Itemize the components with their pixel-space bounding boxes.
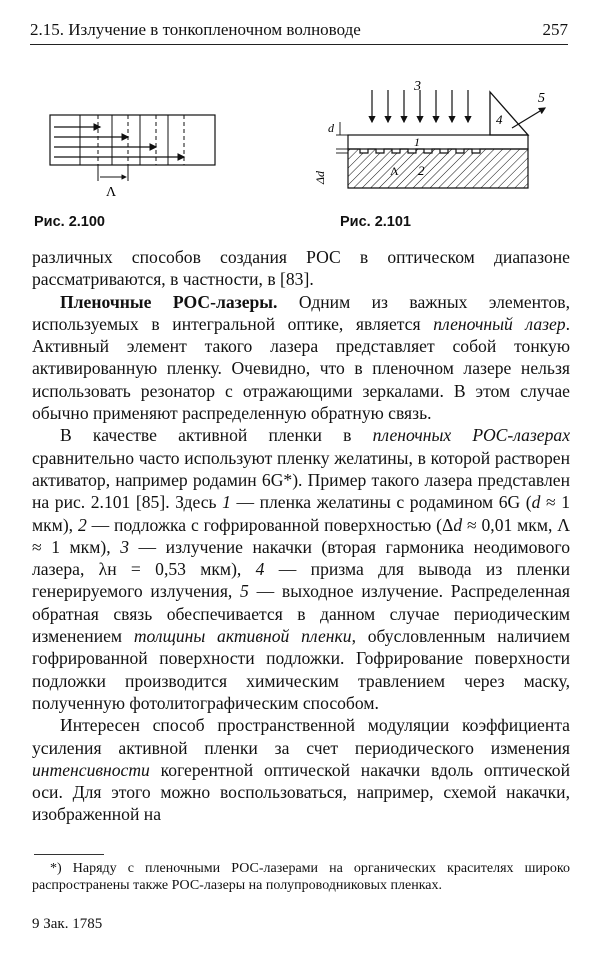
fig101-label-4: 4 [496,112,503,127]
running-header [30,18,568,45]
figure-2-101 [300,80,570,210]
heading-film-dfb-lasers: Пленочные РОС-лазеры. [60,291,278,312]
footnote: *) Наряду с пленочными РОС-лазерами на органических красителях широко распространены также РОС-лазеры на полупроводниковых пленках. [32,861,570,893]
fig101-label-d: d [328,121,334,135]
fig101-label-delta-d: Δd [313,170,327,184]
paragraph-3: В качестве активной пленки в пленочных РОС-лазерах сравнительно часто используют пленку желатины, в которой растворен активатор, например родамин 6G*). Пример такого лазера представлен на рис. 2.101 [85]. Здесь 1 — пленка желатины с родамином 6G (d ≈ 1 мкм), 2 — подложка с гофрированной поверхностью (Δd ≈ 0,01 мкм, Λ ≈ 1 мкм), 3 — излучение накачки (вторая гармоника неодимового лазера, λн = 0,53 мкм), 4 — призма для вывода из пленки генерируемого излучения, 5 — выходное излучение. Распределенная обратная связь обеспечивается в данном случае периодическим изменением толщины активной пленки, обусловленным наличием гофрированной поверхности подложки. Гофрирование поверхности подложки производится химическим травлением через маску, полученную фотолитографическим способом. [32,425,571,713]
footnote-rule [34,854,104,855]
paragraph-2: Пленочные РОС-лазеры. Одним из важных элементов, используемых в интегральной оптике, является пленочный лазер. Активный элемент такого лазера представляет собой тонкую активированную пленку. Очевидно, что в пленочном лазере нельзя использовать резонатор с отражающими зеркалами. В этом случае обычно применяют распределенную обратную связь. [32,291,571,424]
corrugated-substrate [348,149,528,188]
fig101-label-lambda: Λ [390,164,399,178]
fig101-label-2: 2 [418,163,425,178]
paragraph-4: Интересен способ пространственной модуляции коэффициента усиления активной пленки за счет периодического изменения интенсивности когерентной оптической накачки вдоль оптической оси. Для этого можно воспользоваться, например, схемой накачки, изображенной на [32,715,570,825]
figure-2-101-caption: Рис. 2.101 [340,214,411,230]
figure-2-100-caption: Рис. 2.100 [34,214,105,230]
fig101-label-1: 1 [414,135,420,149]
fig101-label-3: 3 [414,80,421,94]
printer-signature: 9 Зак. 1785 [32,916,103,932]
figure-2-100 [40,95,240,205]
pump-arrows [372,90,468,122]
paragraph-1: различных способов создания РОС в оптическом диапазоне рассматриваются, в частности, в [83]. [32,247,570,290]
active-film [348,135,528,149]
page-number: 257 [542,20,568,39]
fig100-lambda-label: Λ [106,185,117,200]
fig101-label-5: 5 [538,91,545,106]
body-text [32,246,570,826]
section-title: 2.15. Излучение в тонкопленочном волноводе [30,20,361,39]
